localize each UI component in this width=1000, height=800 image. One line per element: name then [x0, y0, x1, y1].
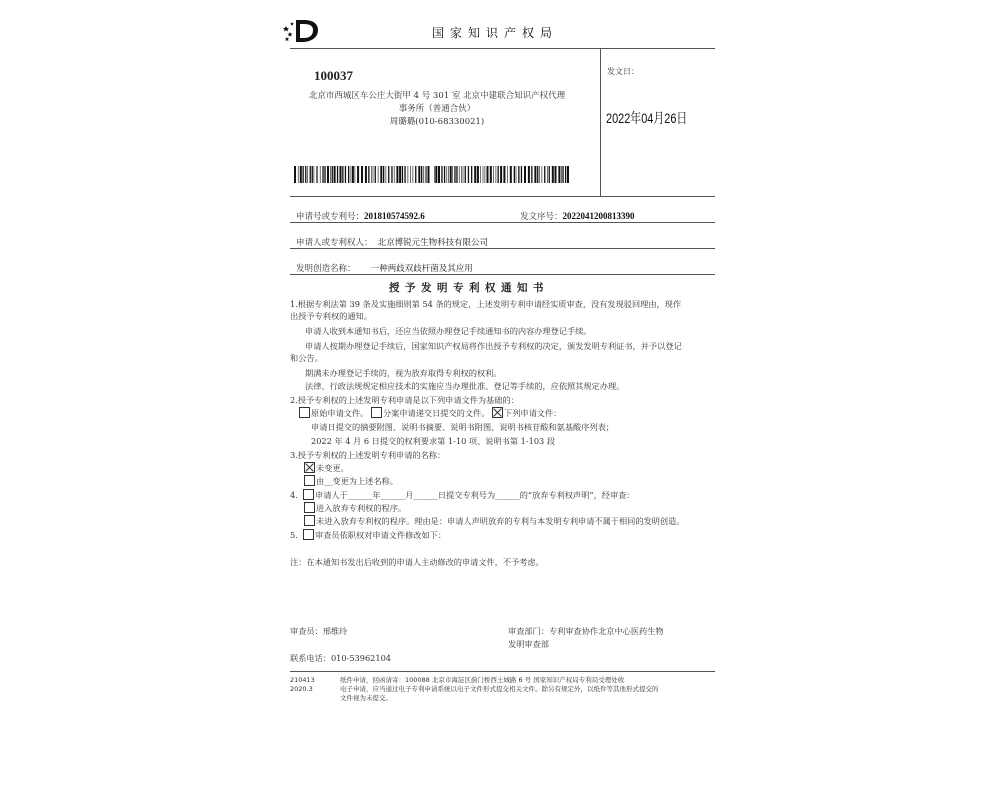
barcode-bar — [537, 166, 538, 183]
checkbox-waiver-not-entered[interactable] — [304, 515, 315, 526]
barcode-bar — [386, 166, 387, 183]
barcode-bar — [305, 166, 306, 183]
serial-label: 发文序号： — [520, 212, 563, 222]
applicant-label: 申请人或专利权人： — [296, 238, 373, 248]
barcode-bar — [316, 166, 317, 183]
checkbox-ex-officio-amendment[interactable] — [303, 529, 314, 540]
checkbox-original-docs[interactable] — [299, 407, 310, 418]
barcode-bar — [394, 166, 395, 183]
option-label: 分案申请递交日提交的文件。 — [382, 408, 490, 418]
section-number: 4. — [290, 490, 298, 500]
barcode-bar — [396, 166, 398, 183]
postal-code: 100037 — [314, 68, 353, 83]
checkbox-following-docs[interactable] — [492, 407, 503, 418]
barcode-bar — [402, 166, 403, 183]
date-label: 发文日： — [607, 67, 639, 76]
address-line: 事务所（普通合伙） — [398, 104, 476, 114]
barcode-bar — [332, 166, 333, 183]
barcode-bar — [334, 166, 336, 183]
barcode-bar — [468, 166, 469, 183]
barcode-bar — [518, 166, 519, 183]
option-label: 审查员依职权对申请文件修改如下： — [315, 530, 447, 540]
barcode-bar — [544, 166, 545, 183]
barcode-bar — [373, 166, 374, 183]
barcode-bar — [461, 166, 462, 183]
barcode-bar — [459, 166, 460, 183]
barcode-bar — [542, 166, 543, 183]
barcode-bar — [355, 166, 356, 183]
barcode-bar — [496, 166, 497, 183]
barcode-bar — [441, 166, 442, 183]
barcode-bar — [528, 166, 530, 183]
barcode-bar — [514, 166, 515, 183]
divider — [290, 196, 715, 197]
barcode-bar — [421, 166, 422, 183]
barcode-bar — [380, 166, 382, 183]
barcode-bar — [490, 166, 492, 183]
barcode-bar — [378, 166, 379, 183]
footer-line: 纸件申请，回函请寄：100088 北京市海淀区蓟门桥西土城路 6 号 国家知识产权局专利局受理处收 — [340, 676, 625, 684]
form-code: 210413 — [290, 676, 315, 684]
barcode-bar — [521, 166, 522, 183]
option-label: 由__变更为上述名称。 — [316, 476, 398, 486]
barcode-bar — [375, 166, 376, 183]
section-3-option — [304, 462, 349, 474]
barcode-bar — [300, 166, 302, 183]
option-label: 下列申请文件： — [504, 408, 562, 418]
address-line: 周璐璐(010-68330021) — [389, 117, 485, 127]
barcode-bar — [352, 166, 354, 183]
barcode-bar — [408, 166, 409, 183]
section-2-options — [299, 407, 561, 419]
barcode-bar — [337, 166, 338, 183]
form-version: 2020.3 — [290, 685, 313, 693]
section-5 — [290, 529, 446, 541]
barcode-bar — [547, 166, 548, 183]
barcode-bar — [320, 166, 321, 183]
barcode-bar — [307, 166, 308, 183]
dispatch-date: 2022年04月26日 — [606, 110, 688, 126]
barcode-bar — [410, 166, 411, 183]
barcode-bar — [312, 166, 313, 183]
barcode-bar — [330, 166, 331, 183]
divider — [290, 222, 715, 223]
address-line: 北京市西城区车公庄大街甲 4 号 301 室 北京中建联合知识产权代理 — [308, 91, 566, 101]
checkbox-divisional-docs[interactable] — [371, 407, 382, 418]
barcode-bar — [435, 166, 437, 183]
barcode-bar — [452, 166, 453, 183]
section-4-sub — [304, 502, 406, 514]
section-2-detail: 2022 年 4 月 6 日提交的权利要求第 1-10 项、说明书第 1-103 段 — [311, 436, 556, 446]
barcode-left — [294, 166, 432, 183]
barcode-bar — [539, 166, 540, 183]
option-label: 未进入放弃专利权的程序。理由是：申请人声明放弃的专利与本发明专利申请不属于相同的发明创造。 — [316, 516, 685, 526]
invention-title: 一种两歧双歧杆菌及其应用 — [370, 264, 473, 274]
paragraph: 法律、行政法规规定相应技术的实施应当办理批准、登记等手续的，应依照其规定办理。 — [305, 381, 625, 391]
barcode-bar — [465, 166, 466, 183]
barcode-bar — [552, 166, 554, 183]
paragraph: 和公告。 — [290, 353, 323, 363]
paragraph: 出授予专利权的通知。 — [290, 311, 372, 321]
note: 注：在本通知书发出后收到的申请人主动修改的申请文件，不予考虑。 — [290, 557, 544, 567]
divider-vertical — [600, 48, 601, 196]
section-number: 5. — [290, 530, 298, 540]
footer-line: 文件视为未提交。 — [340, 694, 392, 702]
barcode-bar — [294, 166, 296, 183]
application-number-row — [296, 204, 425, 223]
barcode-bar — [549, 166, 550, 183]
barcode-bar — [425, 166, 426, 183]
barcode-bar — [524, 166, 526, 183]
barcode-bar — [342, 166, 343, 183]
barcode-bar — [510, 166, 512, 183]
section-4 — [290, 489, 635, 501]
barcode-bar — [303, 166, 304, 183]
barcode-bar — [555, 166, 557, 183]
barcode-bar — [310, 166, 311, 183]
barcode-bar — [317, 166, 318, 183]
checkbox-waiver-statement[interactable] — [303, 489, 314, 500]
barcode-bar — [371, 166, 372, 183]
barcode-bar — [463, 166, 464, 183]
checkbox-name-changed[interactable] — [304, 475, 315, 486]
barcode-bar — [298, 166, 299, 183]
barcode-bar — [368, 166, 369, 183]
paragraph: 1.根据专利法第 39 条及实施细则第 54 条的规定，上述发明专利申请经实质审查，没有发现驳回理由，现作 — [290, 299, 682, 309]
option-label: 未变更。 — [316, 463, 349, 473]
barcode-bar — [567, 166, 569, 183]
invention-row — [296, 256, 473, 275]
barcode-bar — [485, 166, 486, 183]
barcode-bar — [471, 166, 472, 183]
divider — [290, 671, 715, 672]
cnipa-logo — [282, 18, 322, 44]
barcode-bar — [388, 166, 389, 183]
barcode-bar — [383, 166, 384, 183]
serial-number: 2022041200813390 — [562, 211, 635, 221]
barcode-bar — [565, 166, 566, 183]
divider — [290, 48, 715, 49]
barcode-bar — [418, 166, 420, 183]
section-2-detail: 申请日提交的摘要附图、说明书摘要、说明书附图、说明书核苷酸和氨基酸序列表； — [311, 422, 614, 432]
barcode-bar — [345, 166, 346, 183]
examination-department-line2: 发明审查部 — [508, 639, 549, 649]
paragraph: 申请人按期办理登记手续后，国家知识产权局将作出授予专利权的决定，颁发发明专利证书，并予以登记 — [305, 341, 682, 351]
serial-number-row — [520, 204, 635, 223]
barcode-bar — [477, 166, 479, 183]
barcode-bar — [516, 166, 517, 183]
applicant-row — [296, 230, 488, 249]
barcode-right — [434, 166, 572, 183]
examiner: 审查员：邢维玲 — [290, 626, 348, 636]
contact-phone: 联系电话：010-53962104 — [290, 653, 392, 663]
divider — [290, 274, 715, 275]
section-4-sub — [304, 515, 684, 527]
barcode-bar — [562, 166, 563, 183]
barcode-bar — [503, 166, 505, 183]
barcode-bar — [487, 166, 489, 183]
barcode-bar — [428, 166, 430, 183]
recipient-address — [298, 90, 576, 129]
barcode-bar — [448, 166, 449, 183]
barcode-bar — [507, 166, 508, 183]
barcode-bar — [450, 166, 452, 183]
section-3-option — [304, 475, 398, 487]
applicant-name: 北京博锐元生物科技有限公司 — [377, 238, 489, 248]
barcode-bar — [434, 166, 435, 183]
application-number: 201810574592.6 — [364, 211, 425, 221]
barcode-bar — [413, 166, 414, 183]
barcode-bar — [454, 166, 455, 183]
barcode-bar — [404, 166, 405, 183]
checkbox-waiver-entered[interactable] — [304, 502, 315, 513]
barcode-bar — [480, 166, 481, 183]
barcode-bar — [534, 166, 536, 183]
option-label: 原始申请文件。 — [311, 408, 369, 418]
barcode-bar — [444, 166, 445, 183]
barcode-bar — [361, 166, 363, 183]
examination-department: 审查部门：专利审查协作北京中心医药生物 — [508, 626, 664, 636]
barcode-bar — [493, 166, 494, 183]
checkbox-unchanged[interactable] — [304, 462, 315, 473]
barcode-bar — [351, 166, 352, 183]
invention-label: 发明创造名称： — [296, 264, 356, 274]
barcode-bar — [456, 166, 457, 183]
section-2-heading: 2.授予专利权的上述发明专利申请是以下列申请文件为基础的： — [290, 395, 519, 405]
barcode-bar — [415, 166, 416, 183]
notice-title: 授予发明专利权通知书 — [389, 282, 549, 294]
paragraph: 申请人收到本通知书后，还应当依照办理登记手续通知书的内容办理登记手续。 — [305, 326, 592, 336]
barcode-bar — [391, 166, 392, 183]
barcode-bar — [531, 166, 532, 183]
barcode-bar — [322, 166, 323, 183]
option-label: 进入放弃专利权的程序。 — [316, 503, 407, 513]
paragraph: 期满未办理登记手续的，视为放弃取得专利权的权利。 — [305, 368, 502, 378]
barcode-bar — [483, 166, 484, 183]
barcode-bar — [348, 166, 349, 183]
barcode-bar — [498, 166, 499, 183]
barcode-bar — [447, 166, 448, 183]
barcode-bar — [438, 166, 440, 183]
barcode-bar — [426, 166, 427, 183]
app-no-label: 申请号或专利号： — [296, 212, 365, 222]
barcode-bar — [365, 166, 367, 183]
divider — [290, 248, 715, 249]
barcode-bar — [324, 166, 325, 183]
barcode-bar — [357, 166, 359, 183]
barcode-bar — [474, 166, 476, 183]
barcode-bar — [561, 166, 562, 183]
section-3-heading: 3.授予专利权的上述发明专利申请的名称： — [290, 450, 446, 460]
barcode-bar — [399, 166, 401, 183]
office-name: 国家知识产权局 — [432, 26, 559, 40]
barcode-bar — [340, 166, 342, 183]
option-label: 申请人于______年______月______日提交专利号为______的“放弃专利权声明”，经审查： — [315, 490, 635, 500]
footer-line: 电子申请，应当通过电子专利申请系统以电子文件形式提交相关文件。除另有规定外，以纸件等其他形式提交的 — [340, 685, 659, 693]
barcode-bar — [558, 166, 560, 183]
barcode-bar — [314, 166, 315, 183]
barcode-bar — [500, 166, 502, 183]
barcode-bar — [423, 166, 424, 183]
barcode-bar — [327, 166, 329, 183]
